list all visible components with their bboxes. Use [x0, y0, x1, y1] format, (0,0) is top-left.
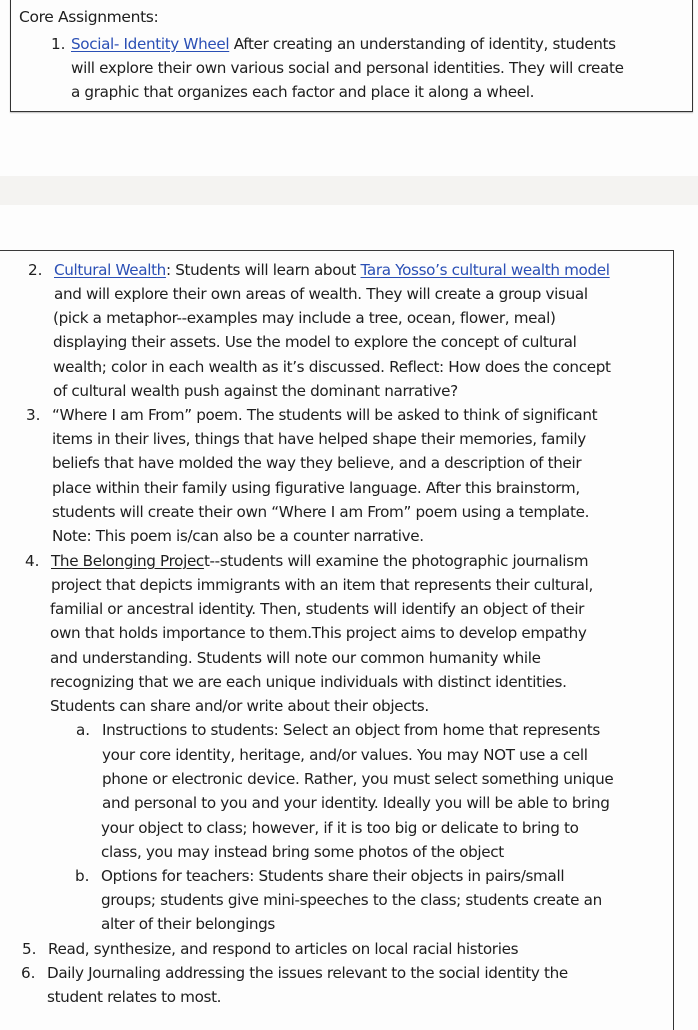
list-item-line: wealth; color in each wealth as it’s discussed. Reflect: How does the concept	[53, 358, 611, 376]
item-number: 3.	[26, 406, 41, 424]
item-number: 5.	[22, 940, 37, 958]
sub-item-line: your core identity, heritage, and/or values. You may NOT use a cell	[102, 746, 588, 764]
list-item-line: familial or ancestral identity. Then, students will identify an object of their	[50, 600, 585, 618]
sub-item-line: and personal to you and your identity. Ideally you will be able to bring	[102, 794, 610, 812]
page-gap-band	[0, 176, 698, 205]
list-item-line	[51, 549, 588, 573]
list-item-line: items in their lives, things that have helped shape their memories, family	[52, 430, 586, 448]
list-item-line: a graphic that organizes each factor and place it along a wheel.	[71, 83, 535, 101]
list-item-line: Daily Journaling addressing the issues relevant to the social identity the	[47, 964, 568, 982]
list-item-line: (pick a metaphor--examples may include a tree, ocean, flower, meal)	[53, 309, 556, 327]
list-item-line	[71, 32, 616, 56]
item-number: 6.	[21, 964, 36, 982]
list-item-line	[54, 258, 610, 282]
list-item-line: displaying their assets. Use the model to explore the concept of cultural	[53, 333, 577, 351]
sub-item-line: phone or electronic device. Rather, you must select something unique	[102, 770, 614, 788]
item-number: 1.	[51, 35, 66, 53]
list-item-line: Students can share and/or write about their objects.	[50, 697, 429, 715]
item-text: After creating an understanding of identity, students	[229, 35, 616, 53]
sub-item-letter: b.	[75, 867, 90, 885]
social-identity-wheel-link[interactable]: Social- Identity Wheel	[71, 35, 230, 53]
item-text: : Students will learn about	[165, 261, 361, 279]
list-item-line: of cultural wealth push against the dominant narrative?	[53, 382, 458, 400]
sub-item-line: class, you may instead bring some photos of the object	[101, 843, 504, 861]
list-item-line: “Where I am From” poem. The students will be asked to think of significant	[52, 406, 598, 424]
list-item-line: recognizing that we are each unique individuals with distinct identities.	[50, 673, 567, 691]
sub-item-line: your object to class; however, if it is too big or delicate to bring to	[101, 819, 579, 837]
belonging-project-title: The Belonging Projec	[51, 552, 204, 570]
list-item-line: beliefs that have molded the way they believe, and a description of their	[52, 454, 582, 472]
list-item-line: Note: This poem is/can also be a counter narrative.	[52, 527, 424, 545]
item-number: 2.	[28, 261, 43, 279]
list-item-line: place within their family using figurative language. After this brainstorm,	[52, 479, 580, 497]
list-item-line: students will create their own “Where I am From” poem using a template.	[52, 503, 590, 521]
list-item-line: will explore their own various social and personal identities. They will create	[71, 59, 624, 77]
sub-item-letter: a.	[76, 721, 91, 739]
cultural-wealth-link[interactable]: Cultural Wealth	[54, 261, 166, 279]
sub-item-line: alter of their belongings	[101, 915, 275, 933]
list-item-line: and understanding. Students will note our common humanity while	[50, 649, 541, 667]
list-item-line: Read, synthesize, and respond to articles on local racial histories	[48, 940, 519, 958]
item-number: 4.	[25, 552, 40, 570]
list-item-line: student relates to most.	[47, 988, 222, 1006]
list-item-line: project that depicts immigrants with an item that represents their cultural,	[51, 576, 593, 594]
sub-item-line: Instructions to students: Select an object from home that represents	[102, 721, 600, 739]
sub-item-line: Options for teachers: Students share their objects in pairs/small	[101, 867, 565, 885]
list-item-line: own that holds importance to them.This project aims to develop empathy	[50, 624, 587, 642]
section-heading: Core Assignments:	[19, 8, 159, 26]
item-text: t--students will examine the photographic journalism	[203, 552, 589, 570]
yosso-model-link[interactable]: Tara Yosso’s cultural wealth model	[360, 261, 610, 279]
sub-item-line: groups; students give mini-speeches to the class; students create an	[101, 891, 602, 909]
list-item-line: and will explore their own areas of wealth. They will create a group visual	[54, 285, 588, 303]
